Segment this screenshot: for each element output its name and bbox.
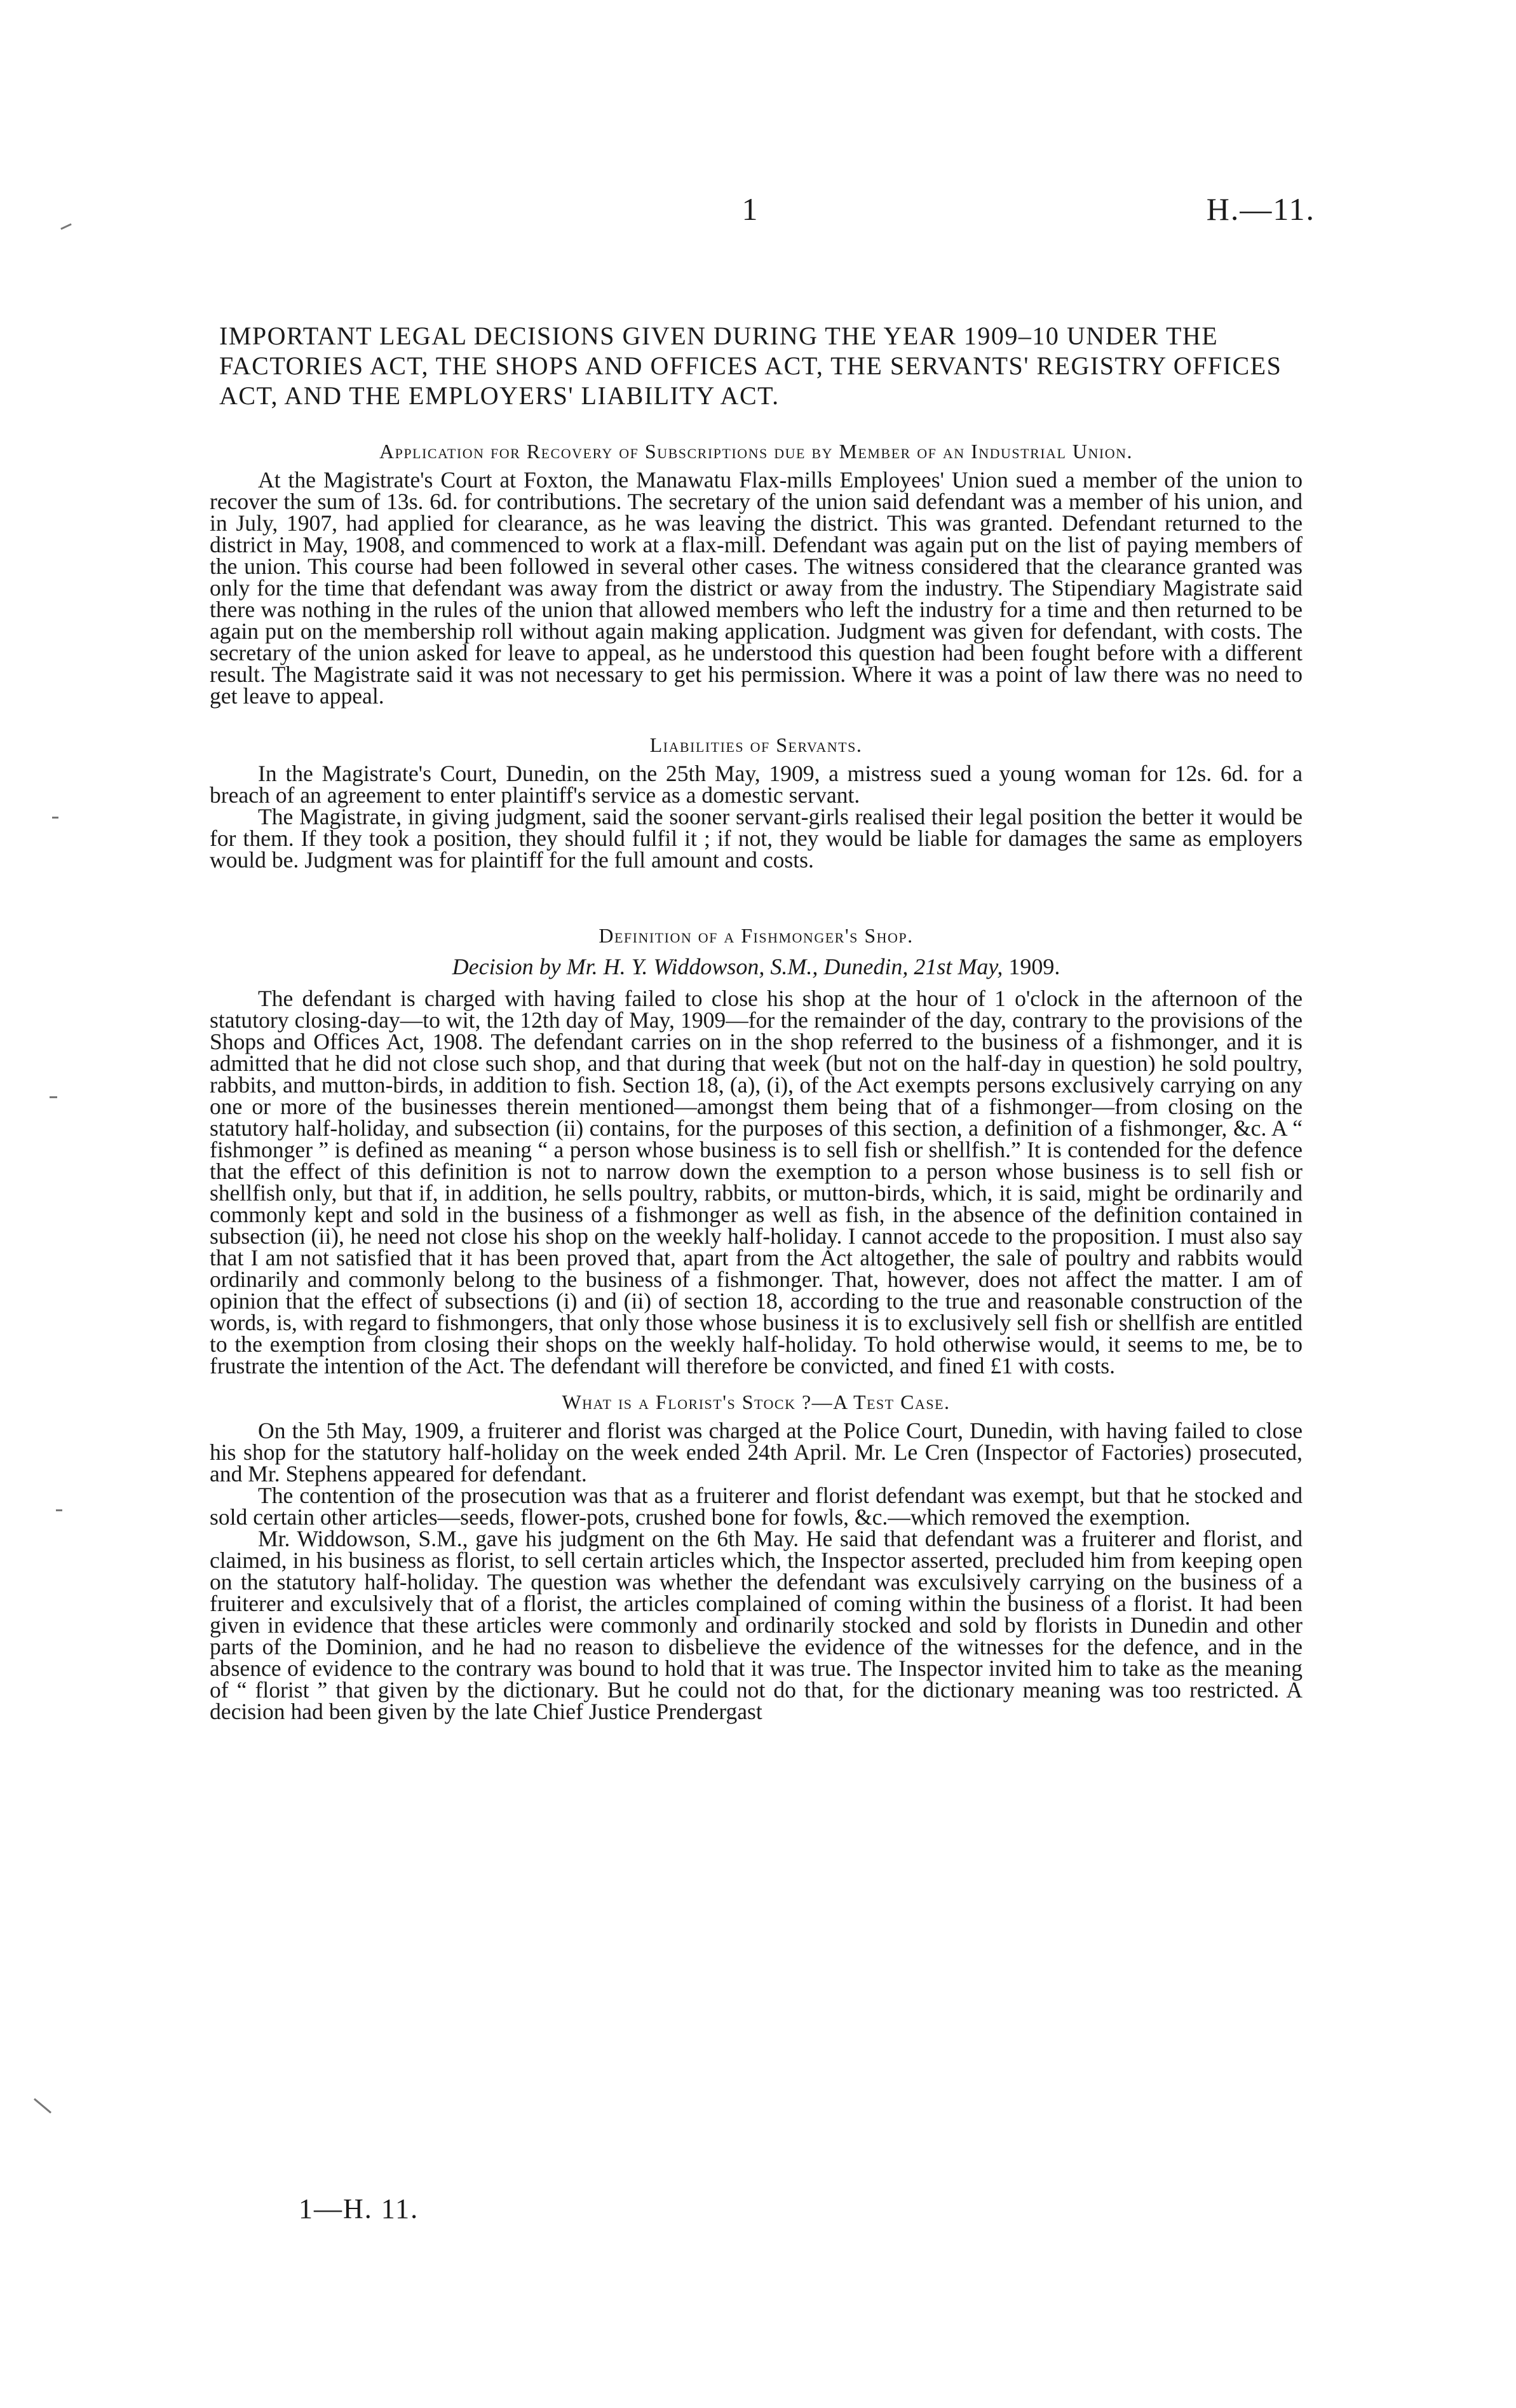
document-code: H.—11. <box>1206 191 1315 227</box>
signature-mark: 1—H. 11. <box>299 2193 419 2224</box>
paragraph: The Magistrate, in giving judgment, said the sooner servant-girls realised their legal position the better it would be for them. If they took a position, they should fulfil it ; if not, they would be liable for damages the same as employers would be. Judgment was for plaintiff for the full amount and costs. <box>210 804 1303 873</box>
byline-text: Decision by Mr. H. Y. Widdowson, S.M., Dunedin, 21st May, <box>452 954 1003 979</box>
scan-speck <box>60 223 72 229</box>
document-body <box>210 439 1303 1722</box>
section-heading-fishmongers-shop: Definition of a Fishmonger's Shop. <box>599 924 914 947</box>
section-heading-liabilities-of-servants: Liabilities of Servants. <box>649 733 863 756</box>
byline-year: 1909. <box>1008 954 1060 979</box>
scan-speck <box>52 817 58 819</box>
paragraph: At the Magistrate's Court at Foxton, the Manawatu Flax-mills Employees' Union sued a member of the union to recover the sum of 13s. 6d. for contributions. The secretary of the union said defendant was a member of his union, and in July, 1907, had applied for clearance, as he was leaving the district. This was granted. Defendant returned to the district in May, 1908, and commenced to work at a flax-mill. Defendant was again put on the list of paying members of the union. This course had been followed in several other cases. The witness considered that the clearance granted was only for the time that defendant was away from the district or away from the industry. The Stipendiary Magistrate said there was nothing in the rules of the union that allowed members who left the industry for a time and then returned to be again put on the membership roll without again making application. Judgment was given for defendant, with costs. The secretary of the union asked for leave to appeal, as he understood this question had been fought before with a different result. The Magistrate said it was not necessary to get his permission. Where it was a point of law there was no need to get leave to appeal. <box>210 467 1303 709</box>
section-heading-florists-stock: What is a Florist's Stock ?—A Test Case. <box>562 1391 951 1413</box>
scan-speck <box>50 1096 57 1098</box>
paragraph: On the 5th May, 1909, a fruiterer and florist was charged at the Police Court, Dunedin, with having failed to close his shop for the statutory half-holiday on the week ended 24th April. Mr. Le Cren (Inspector of Factories) prosecuted, and Mr. Stephens appeared for defendant. <box>210 1418 1303 1486</box>
paragraph: The contention of the prosecution was that as a fruiterer and florist defendant was exempt, but that he stocked and sold certain other articles—seeds, flower-pots, crushed bone for fowls, &c.—which removed the exemption. <box>210 1483 1303 1530</box>
paragraph: The defendant is charged with having failed to close his shop at the hour of 1 o'clock in the afternoon of the statutory closing-day—to wit, the 12th day of May, 1909—for the remainder of the day, contrary to the provisions of the Shops and Offices Act, 1908. The defendant carries on in the shop referred to the business of a fishmonger, and it is admitted that he did not close such shop, and that during that week (but not on the half-day in question) he sold poultry, rabbits, and mutton-birds, in addition to fish. Section 18, (a), (i), of the Act exempts persons exclusively carrying on any one or more of the businesses therein mentioned—amongst them being that of a fishmonger—from closing on the statutory half-holiday, and subsection (ii) contains, for the purposes of this section, a definition of a fishmonger, &c. A “ fishmonger ” is defined as meaning “ a person whose business is to sell fish or shellfish.” It is contended for the defence that the effect of this definition is not to narrow down the exemption to a person whose business is to sell fish or shellfish only, but that if, in addition, he sells poultry, rabbits, or mutton-birds, which, it is said, might be ordinarily and commonly kept and sold in the business of a fishmonger as well as fish, in the absence of the definition contained in subsection (ii), he need not close his shop on the weekly half-holiday. I cannot accede to the proposition. I must also say that I am not satisfied that it has been proved that, apart from the Act altogether, the sale of poultry and rabbits would ordinarily and commonly belong to the business of a fishmonger. That, however, does not affect the matter. I am of opinion that the effect of subsections (i) and (ii) of section 18, according to the true and reasonable construction of the words, is, with regard to fishmongers, that only those whose business it is to exclusively sell fish or shellfish are entitled to the exemption from closing their shops on the weekly half-holiday. To hold otherwise would, it seems to me, be to frustrate the intention of the Act. The defendant will therefore be convicted, and fined £1 with costs. <box>210 986 1303 1378</box>
paragraph: In the Magistrate's Court, Dunedin, on the 25th May, 1909, a mistress sued a young woman for 12s. 6d. for a breach of an agreement to enter plaintiff's service as a domestic servant. <box>210 761 1303 808</box>
document-title: IMPORTANT LEGAL DECISIONS GIVEN DURING THE YEAR 1909–10 UNDER THE FACTORIES ACT, THE SHOPS AND OFFICES ACT, THE SERVANTS' REGISTRY OFFICES ACT, AND THE EMPLOYERS' LIABILITY ACT. <box>219 322 1282 410</box>
section-heading-union-subscriptions: Application for Recovery of Subscriptions due by Member of an Industrial Union. <box>379 440 1134 463</box>
scan-speck <box>56 1509 62 1511</box>
page-number: 1 <box>741 191 758 227</box>
paragraph: Mr. Widdowson, S.M., gave his judgment on the 6th May. He said that defendant was a fruiterer and florist, and claimed, in his business as florist, to sell certain articles which, the Inspector asserted, precluded him from keeping open on the statutory half-holiday. The question was whether the defendant was exculsively carrying on the business of a fruiterer and exculsively that of a florist, the articles complained of coming within the business of a florist. It had been given in evidence that these articles were commonly and ordinarily stocked and sold by florists in Dunedin and other parts of the Dominion, and he had no reason to disbelieve the evidence of the witnesses for the defence, and in the absence of evidence to the contrary was bound to hold that it was true. The Inspector invited him to take as the meaning of “ florist ” that given by the dictionary. But he could not do that, for the dictionary meaning was too restricted. A decision had been given by the late Chief Justice Prendergast <box>210 1526 1303 1724</box>
decision-byline <box>210 953 1303 980</box>
scan-speck <box>34 2098 51 2113</box>
